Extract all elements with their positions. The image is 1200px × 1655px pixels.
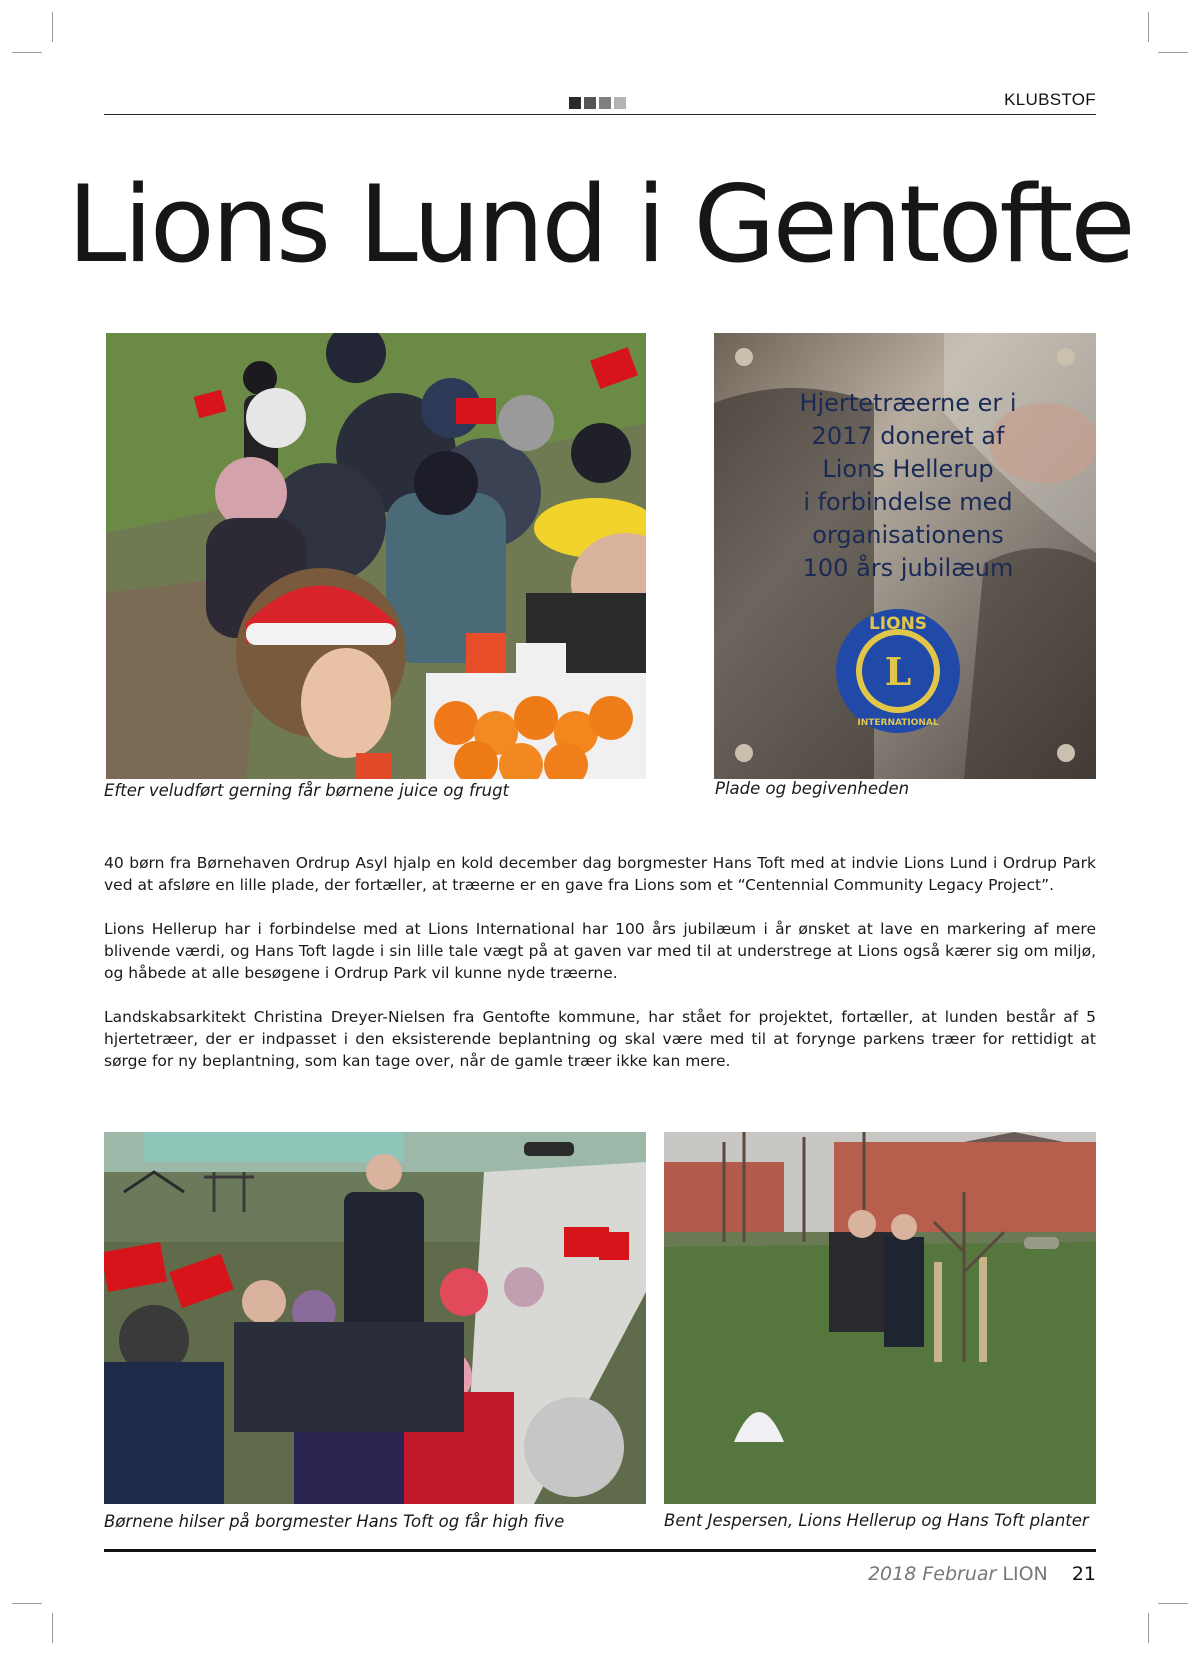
header-square (584, 97, 596, 109)
section-label: KLUBSTOF (1004, 90, 1096, 109)
crop-mark (1148, 1613, 1149, 1643)
article-paragraph: Lions Hellerup har i forbindelse med at Lions International har 100 års jubilæum i år ønsket at lave en markering af mere blivende værdi, og Hans Toft lagde i sin lille tale vægt på at gaven var med til at understrege at Lions også kærer sig om miljø, og håbede at alle besøgene i Ordrup Park vil kunne nyde træerne. (104, 920, 1096, 982)
photo-planting (664, 1132, 1096, 1504)
crop-mark (1158, 1603, 1188, 1604)
crop-mark (1158, 52, 1188, 53)
photo-caption: Efter veludført gerning får børnene juice og frugt (104, 781, 510, 800)
issue-date: 2018 Februar (867, 1563, 997, 1585)
footer-rule (104, 1549, 1096, 1552)
article-body (104, 852, 1096, 1094)
magazine-name: LION (1002, 1563, 1048, 1585)
article-paragraph: 40 børn fra Børnehaven Ordrup Asyl hjalp en kold december dag borgmester Hans Toft med at indvie Lions Lund i Ordrup Park ved at afsløre en lille plade, der fortæller, at træerne er en gave fra Lions som et “Centennial Community Legacy Project”. (104, 854, 1096, 894)
crop-mark (12, 52, 42, 53)
header-square (599, 97, 611, 109)
photo-caption: Børnene hilser på borgmester Hans Toft og får high five (104, 1512, 565, 1531)
plaque-line: 2017 doneret af (811, 422, 1005, 450)
lions-emblem (836, 609, 960, 733)
page-number: 21 (1071, 1563, 1096, 1585)
photo-plaque (714, 333, 1096, 779)
plaque-line: organisationens (812, 521, 1004, 549)
header-square (614, 97, 626, 109)
photo-children-mayor (104, 1132, 646, 1504)
plaque-line: i forbindelse med (803, 488, 1013, 516)
photo-children-juice-image (106, 333, 646, 779)
header-squares (569, 97, 626, 109)
crop-mark (52, 12, 53, 42)
photo-plaque-image (714, 333, 1096, 779)
page-footer (868, 1563, 1096, 1585)
photo-caption: Plade og begivenheden (715, 779, 910, 798)
crop-mark (52, 1613, 53, 1643)
crop-mark (1148, 12, 1149, 42)
plaque-line: Hjertetræerne er i (799, 389, 1017, 417)
article-title: Lions Lund i Gentofte (67, 163, 1133, 286)
emblem-letter: L (884, 649, 912, 694)
header-square (569, 97, 581, 109)
photo-caption: Bent Jespersen, Lions Hellerup og Hans Toft planter (664, 1511, 1089, 1530)
crop-mark (12, 1603, 42, 1604)
photo-planting-image (664, 1132, 1096, 1504)
emblem-top-text: LIONS (868, 614, 928, 634)
article-paragraph: Landskabsarkitekt Christina Dreyer-Nielsen fra Gentofte kommune, har stået for projektet, fortæller, at lunden består af 5 hjertetræer, der er indpasset i den eksisterende beplantning og skal være med til at forynge parkens træer for rettidigt at sørge for ny beplantning, som kan tage over, når de gamle træer ikke kan mere. (104, 1008, 1096, 1070)
header-rule (104, 114, 1096, 115)
plaque-line: Lions Hellerup (822, 455, 994, 483)
emblem-bottom-text: INTERNATIONAL (857, 718, 939, 728)
plaque-line: 100 års jubilæum (802, 554, 1014, 582)
photo-children-juice (106, 333, 646, 779)
photo-children-mayor-image (104, 1132, 646, 1504)
